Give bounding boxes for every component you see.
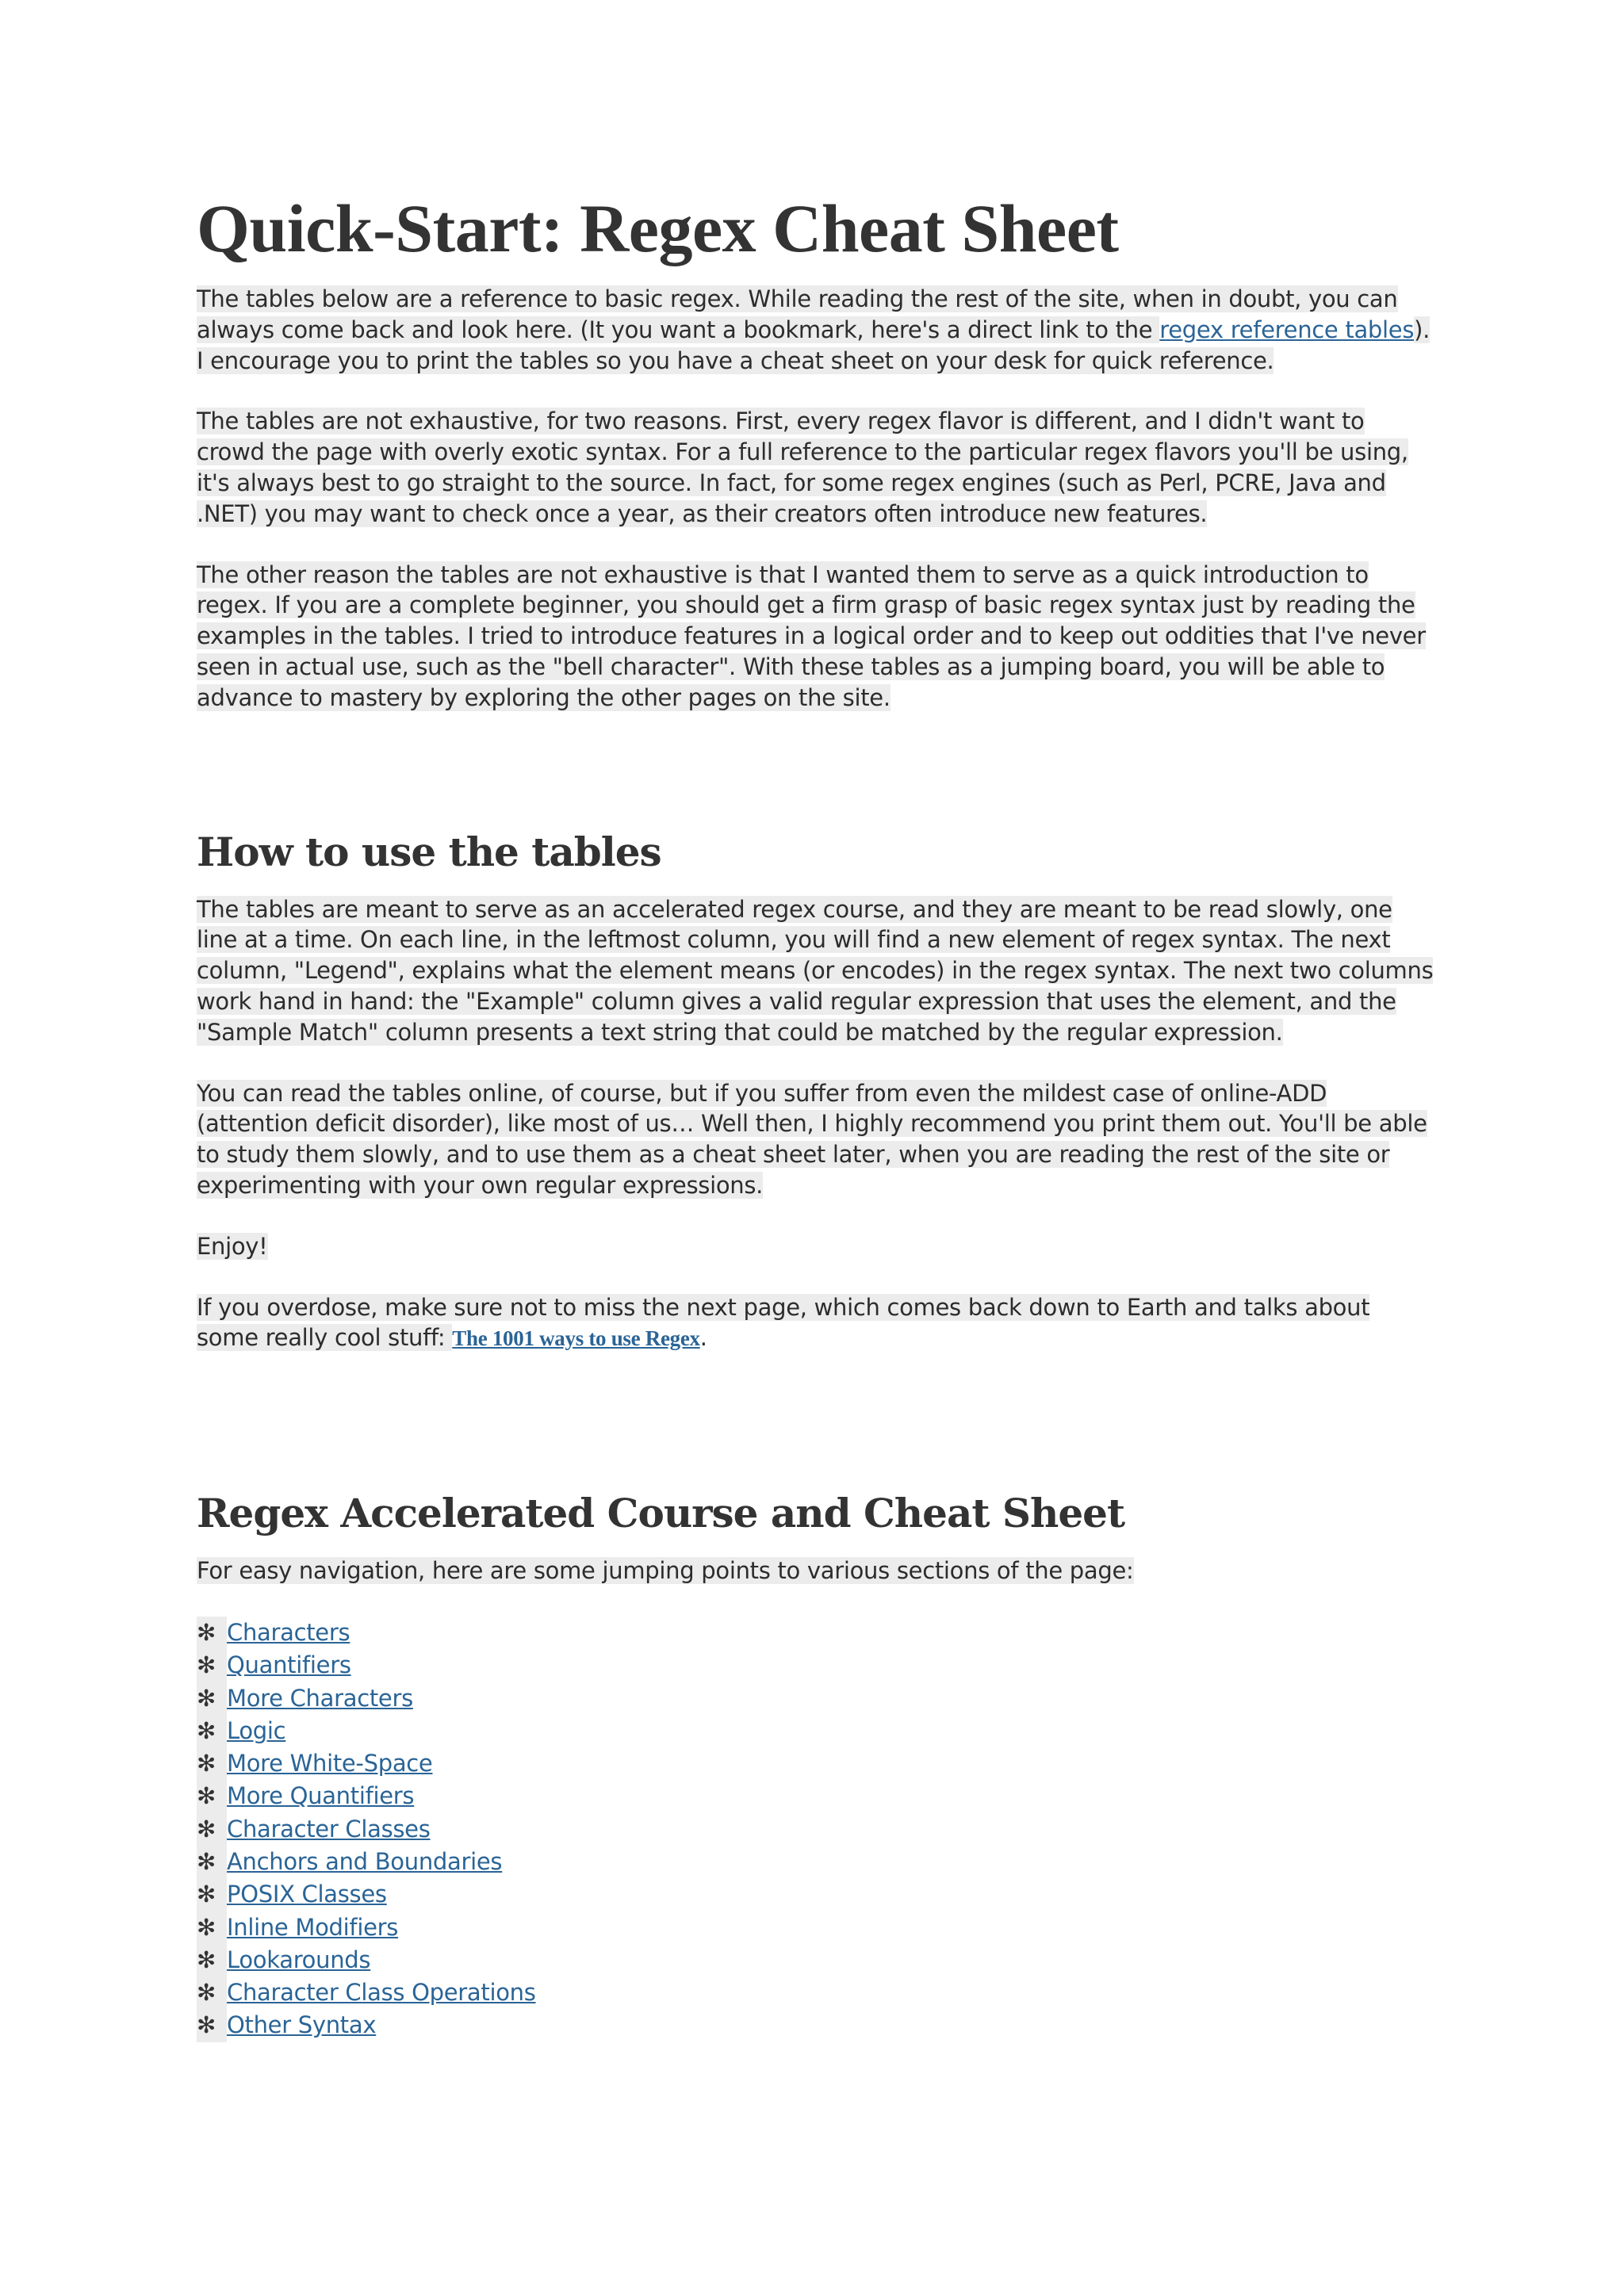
- intro-paragraph-2-text: The tables are not exhaustive, for two reasons. First, every regex flavor is different, and I didn't want to crowd the page with overly exotic syntax. For a full reference to the particular regex flavors you'll be using, it's always best to go straight to the source. In fact, for some regex engines (such as Perl, PCRE, Java and .NET) you may want to check once a year, as their creators often introduce new features.: [197, 408, 1408, 527]
- asterisk-bullet-icon: ✻: [197, 1846, 227, 1878]
- jump-link-posix-classes[interactable]: POSIX Classes: [227, 1881, 387, 1908]
- 1001-ways-link[interactable]: The 1001 ways to use Regex: [452, 1326, 700, 1351]
- asterisk-bullet-icon: ✻: [197, 1813, 227, 1846]
- section-jump-list: [197, 1617, 1450, 2042]
- course-heading: Regex Accelerated Course and Cheat Sheet: [197, 1490, 1125, 1537]
- intro-paragraph-3-text: The other reason the tables are not exhaustive is that I wanted them to serve as a quick introduction to regex. If you are a complete beginner, you should get a firm grasp of basic regex syntax just by reading the examples in the tables. I tried to introduce features in a logical order and to keep out oddities that I've never seen in actual use, such as the "bell character". With these tables as a jumping board, you will be able to advance to mastery by exploring the other pages on the site.: [197, 561, 1426, 711]
- intro-paragraph-2: [197, 406, 1434, 529]
- jump-link-more-white-space[interactable]: More White-Space: [227, 1750, 433, 1777]
- asterisk-bullet-icon: ✻: [197, 1780, 227, 1812]
- list-item: [197, 1846, 1450, 1878]
- asterisk-bullet-icon: ✻: [197, 1682, 227, 1715]
- list-item: [197, 1747, 1450, 1780]
- jump-link-quantifiers[interactable]: Quantifiers: [227, 1651, 351, 1679]
- list-item: [197, 1682, 1450, 1715]
- list-item: [197, 1617, 1450, 1649]
- intro-paragraph-3: [197, 560, 1434, 714]
- how-to-paragraph-2: [197, 1078, 1434, 1201]
- enjoy-text: Enjoy!: [197, 1232, 268, 1260]
- list-item: [197, 1878, 1450, 1911]
- section-spacer: [197, 1384, 1450, 1487]
- list-item: [197, 1715, 1450, 1747]
- asterisk-bullet-icon: ✻: [197, 1976, 227, 2009]
- asterisk-bullet-icon: ✻: [197, 1747, 227, 1780]
- jump-link-more-quantifiers[interactable]: More Quantifiers: [227, 1782, 415, 1810]
- jump-link-lookarounds[interactable]: Lookarounds: [227, 1946, 371, 1973]
- asterisk-bullet-icon: ✻: [197, 1715, 227, 1747]
- jump-link-other-syntax[interactable]: Other Syntax: [227, 2011, 377, 2039]
- how-to-paragraph-1: [197, 894, 1434, 1048]
- list-item: [197, 1780, 1450, 1812]
- asterisk-bullet-icon: ✻: [197, 1649, 227, 1682]
- how-to-paragraph-4: [197, 1292, 1434, 1355]
- jump-link-more-characters[interactable]: More Characters: [227, 1684, 413, 1712]
- enjoy-paragraph: [197, 1231, 1434, 1262]
- jump-link-anchors-and-boundaries[interactable]: Anchors and Boundaries: [227, 1848, 503, 1875]
- jump-link-character-classes[interactable]: Character Classes: [227, 1815, 431, 1843]
- list-item: [197, 1976, 1450, 2009]
- asterisk-bullet-icon: ✻: [197, 1617, 227, 1649]
- intro-paragraph-1-text-b: ). I encourage you to print the tables so you have a cheat sheet on your desk for quick reference.: [197, 316, 1431, 374]
- course-intro-paragraph: [197, 1556, 1434, 1586]
- regex-reference-tables-link[interactable]: regex reference tables: [1159, 316, 1415, 343]
- document-content: [197, 184, 1450, 2042]
- asterisk-bullet-icon: ✻: [197, 2009, 227, 2042]
- list-item: [197, 1911, 1450, 1944]
- asterisk-bullet-icon: ✻: [197, 1944, 227, 1976]
- jump-link-inline-modifiers[interactable]: Inline Modifiers: [227, 1913, 399, 1941]
- section-spacer: [197, 744, 1450, 826]
- intro-paragraph-1-text-a: The tables below are a reference to basic regex. While reading the rest of the site, when in doubt, you can always come back and look here. (It you want a bookmark, here's a direct link to the: [197, 285, 1398, 343]
- list-item: [197, 1813, 1450, 1846]
- asterisk-bullet-icon: ✻: [197, 1878, 227, 1911]
- how-to-paragraph-4-text-b: .: [699, 1324, 707, 1352]
- asterisk-bullet-icon: ✻: [197, 1911, 227, 1944]
- jump-link-character-class-operations[interactable]: Character Class Operations: [227, 1979, 536, 2007]
- how-to-paragraph-2-text: You can read the tables online, of course, but if you suffer from even the mildest case of online-ADD (attention deficit disorder), like most of us… Well then, I highly recommend you print them out. You'll be able to study them slowly, and to use them as a cheat sheet later, when you are reading the rest of the site or experimenting with your own regular expressions.: [197, 1079, 1427, 1199]
- list-item: [197, 2009, 1450, 2042]
- how-to-paragraph-4-text-a: If you overdose, make sure not to miss the next page, which comes back down to Earth and talks about some really cool stuff:: [197, 1293, 1370, 1352]
- page-title: Quick-Start: Regex Cheat Sheet: [197, 190, 1119, 266]
- jump-link-logic[interactable]: Logic: [227, 1716, 286, 1744]
- jump-link-characters[interactable]: Characters: [227, 1618, 350, 1646]
- intro-paragraph-1: [197, 284, 1434, 376]
- course-intro-text: For easy navigation, here are some jumping points to various sections of the page:: [197, 1557, 1134, 1585]
- how-to-paragraph-1-text: The tables are meant to serve as an accelerated regex course, and they are meant to be read slowly, one line at a time. On each line, in the leftmost column, you will find a new element of regex syntax. The next column, "Legend", explains what the element means (or encodes) in the regex syntax. The next two columns work hand in hand: the "Example" column gives a valid regular expression that uses the element, and the "Sample Match" column presents a text string that could be matched by the regular expression.: [197, 895, 1434, 1046]
- how-to-heading: How to use the tables: [197, 828, 661, 875]
- list-item: [197, 1649, 1450, 1682]
- list-item: [197, 1944, 1450, 1976]
